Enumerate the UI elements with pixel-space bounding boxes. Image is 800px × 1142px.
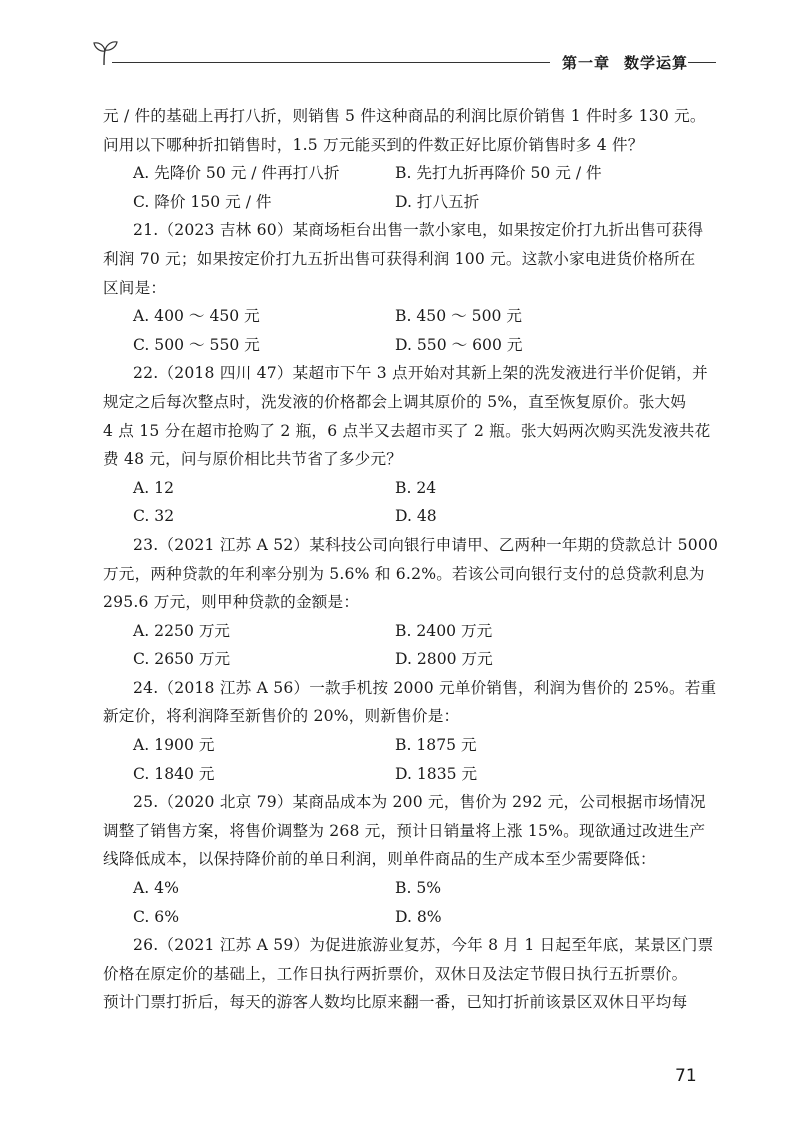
question-22 <box>103 359 711 531</box>
option-a: A. 12 <box>133 478 175 497</box>
chapter-heading <box>562 52 688 73</box>
text-line: 万元，两种贷款的年利率分别为 5.6% 和 6.2%。若该公司向银行支付的总贷款利息为 <box>103 564 705 583</box>
option-row <box>103 302 703 331</box>
option-row <box>103 903 703 932</box>
option-d: D. 1835 元 <box>395 764 478 783</box>
question-stem: 25.（2020 北京 79）某商品成本为 200 元，售价为 292 元，公司根据市场情况 <box>133 793 706 812</box>
question-26 <box>103 931 714 1017</box>
question-25 <box>103 788 706 931</box>
option-d: D. 2800 万元 <box>395 650 493 669</box>
option-d: D. 打八五折 <box>395 192 480 211</box>
page-body <box>103 102 719 1017</box>
option-b: B. 1875 元 <box>395 736 477 755</box>
text-line: 线降低成本，以保持降价前的单日利润，则单件商品的生产成本至少需要降低： <box>103 850 656 869</box>
text-line: 问用以下哪种折扣销售时，1.5 万元能买到的件数正好比原价销售时多 4 件？ <box>103 135 644 154</box>
question-stem: 23.（2021 江苏 A 52）某科技公司向银行申请甲、乙两种一年期的贷款总计 5000 <box>133 535 719 554</box>
option-d: D. 550 ～ 600 元 <box>395 335 523 354</box>
text-line: 利润 70 元；如果按定价打九五折出售可获得利润 100 元。这款小家电进货价格所在 <box>103 249 696 268</box>
text-line: 规定之后每次整点时，洗发液的价格都会上调其原价的 5%，直至恢复原价。张大妈 <box>103 392 687 411</box>
option-b: B. 先打九折再降价 50 元 / 件 <box>395 164 602 183</box>
chapter-number: 第一章 <box>562 54 611 72</box>
question-stem: 22.（2018 四川 47）某超市下午 3 点开始对其新上架的洗发液进行半价促销，并 <box>133 364 708 383</box>
option-c: C. 2650 万元 <box>133 650 231 669</box>
option-row <box>103 731 703 760</box>
option-a: A. 400 ～ 450 元 <box>133 307 260 326</box>
text-line: 元 / 件的基础上再打八折，则销售 5 件这种商品的利润比原价销售 1 件时多 130 元。 <box>103 107 706 125</box>
text-line: 费 48 元，问与原价相比共节省了多少元？ <box>103 450 403 469</box>
question-stem: 26.（2021 江苏 A 59）为促进旅游业复苏，今年 8 月 1 日起至年底，某景区门票 <box>133 936 714 955</box>
option-c: C. 降价 150 元 / 件 <box>133 192 272 211</box>
option-row <box>103 617 703 646</box>
text-line: 295.6 万元，则甲种贷款的金额是： <box>103 593 360 612</box>
option-row <box>103 645 703 674</box>
option-row <box>103 760 703 789</box>
option-b: B. 2400 万元 <box>395 621 493 640</box>
option-row <box>103 502 703 531</box>
option-a: A. 2250 万元 <box>133 621 231 640</box>
option-row <box>103 474 703 503</box>
option-d: D. 48 <box>395 507 437 526</box>
option-row <box>103 159 703 188</box>
question-23 <box>103 531 719 674</box>
question-24 <box>103 674 717 788</box>
question-stem: 21.（2023 吉林 60）某商场柜台出售一款小家电，如果按定价打九折出售可获得 <box>133 221 704 240</box>
option-c: C. 32 <box>133 507 175 526</box>
header-rule-right <box>688 62 716 63</box>
option-a: A. 1900 元 <box>133 736 215 755</box>
text-line: 调整了销售方案，将售价调整为 268 元，预计日销量将上涨 15%。现欲通过改进生产 <box>103 821 706 840</box>
page-header <box>92 38 712 78</box>
text-line: 预计门票打折后，每天的游客人数均比原来翻一番，已知打折前该景区双休日平均每 <box>103 993 688 1012</box>
option-c: C. 1840 元 <box>133 764 215 783</box>
option-row <box>103 874 703 903</box>
option-d: D. 8% <box>395 907 442 926</box>
text-line: 新定价，将利润降至新售价的 20%，则新售价是： <box>103 707 460 726</box>
option-row <box>103 188 703 217</box>
chapter-title: 数学运算 <box>624 54 689 72</box>
option-a: A. 4% <box>133 879 179 898</box>
header-rule-left <box>112 62 550 63</box>
option-b: B. 5% <box>395 879 442 898</box>
question-stem: 24.（2018 江苏 A 56）一款手机按 2000 元单价销售，利润为售价的 25%。若重 <box>133 678 717 697</box>
question-21 <box>103 216 703 359</box>
option-c: C. 500 ～ 550 元 <box>133 335 260 354</box>
text-line: 4 点 15 分在超市抢购了 2 瓶，6 点半又去超市买了 2 瓶。张大妈两次购买洗发液共花 <box>103 421 711 440</box>
page-number: 71 <box>675 1066 697 1086</box>
text-line: 区间是： <box>103 278 167 297</box>
option-c: C. 6% <box>133 907 180 926</box>
option-a: A. 先降价 50 元 / 件再打八折 <box>133 164 340 183</box>
option-row <box>103 331 703 360</box>
option-b: B. 450 ～ 500 元 <box>395 307 522 326</box>
option-b: B. 24 <box>395 478 437 497</box>
text-line: 价格在原定价的基础上，工作日执行两折票价，双休日及法定节假日执行五折票价。 <box>103 964 688 983</box>
